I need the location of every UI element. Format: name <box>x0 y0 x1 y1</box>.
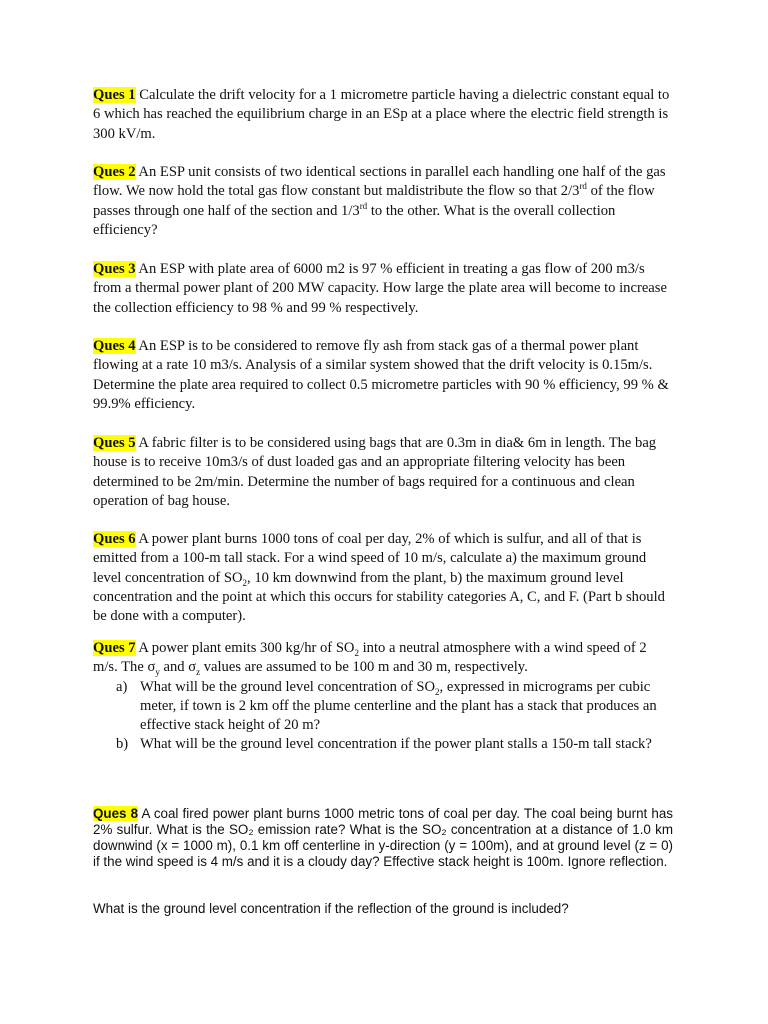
question-7-text-part-1: A power plant emits 300 kg/hr of SO <box>135 640 355 656</box>
question-4-tag: Ques 4 <box>93 338 136 354</box>
question-3-tag: Ques 3 <box>93 261 136 277</box>
question-3 <box>93 260 673 318</box>
question-5-text: A fabric filter is to be considered using bags that are 0.3m in dia& 6m in length. The bag house is to receive 10m3/s of dust loaded gas and an appropriate filtering velocity has been determined to be 2m/min. Determine the number of bags required for a continuous and clean operation of bag house. <box>93 435 657 509</box>
question-5-tag: Ques 5 <box>93 435 136 451</box>
subpart-marker: b) <box>116 736 129 753</box>
question-1-text: Calculate the drift velocity for a 1 micrometre particle having a dielectric constant equal to 6 which has reached the equilibrium charge in an ESp at a place where the electric field strength is 300 kV/m. <box>93 87 670 142</box>
question-1-tag: Ques 1 <box>93 87 136 103</box>
question-2-text-part-2: of the flow passes through one half of the section and 1/3 <box>93 183 655 219</box>
question-4 <box>93 337 673 414</box>
subpart-marker: a) <box>116 678 128 695</box>
question-7-subpart-b <box>93 735 673 754</box>
question-2-superscript-1: rd <box>579 181 587 192</box>
question-7-subscript-so2: 2 <box>354 647 359 658</box>
question-8-tag: Ques 8 <box>93 806 139 821</box>
question-7-subscript-y: y <box>155 667 160 678</box>
question-7-text-part-3: and σ <box>159 659 197 676</box>
question-7 <box>93 639 673 755</box>
question-7-subparts <box>93 678 673 755</box>
question-1 <box>93 86 673 144</box>
question-7-text-part-4: values are assumed to be 100 m and 30 m, respectively. <box>200 659 528 676</box>
question-7-subscript-z: z <box>196 667 201 678</box>
subpart-a-subscript: 2 <box>435 686 440 697</box>
question-2-tag: Ques 2 <box>93 164 136 180</box>
question-2-text-part-3: to the other. What is the overall collection efficiency? <box>93 202 616 238</box>
question-7-subpart-a <box>93 678 673 736</box>
subpart-a-text-part-2: , expressed in micrograms per cubic meter, if town is 2 km off the plume centerline and the plant has a stack that produces an effective stack height of 20 m? <box>140 678 657 734</box>
question-2 <box>93 163 673 240</box>
question-6-text-part-2: , 10 km downwind from the plant, b) the maximum ground level concentration and the point at which this occurs for stability categories A, C, and F. (Part b should be done with a computer). <box>93 569 665 625</box>
question-6-subscript: 2 <box>242 577 248 588</box>
question-8 <box>93 806 673 870</box>
question-4-text: An ESP is to be considered to remove fly ash from stack gas of a thermal power plant flowing at a rate 10 m3/s. Analysis of a similar system showed that the drift velocity is 0.15m/s. Determine the plate area required to collect 0.5 micrometre particles with 90 % efficiency, 99 % & 99.9% efficiency. <box>93 338 669 412</box>
question-6-text-part-1: A power plant burns 1000 tons of coal per day, 2% of which is sulfur, and all of that is emitted from a 100-m tall stack. For a wind speed of 10 m/s, calculate a) the maximum ground level concentration of SO <box>93 531 647 586</box>
question-6 <box>93 530 673 626</box>
question-2-text-part-1: An ESP unit consists of two identical sections in parallel each handling one half of the gas flow. We now hold the total gas flow constant but maldistribute the flow so that 2/3 <box>93 164 666 200</box>
question-8-text: A coal fired power plant burns 1000 metric tons of coal per day. The coal being burnt has 2% sulfur. What is the SO₂ emission rate? What is the SO₂ concentration at a distance of 1.0 km downwind (x = 1000 m), 0.1 km off centerline in y-direction (y = 100m), and at ground level (z = 0) if the wind speed is 4 m/s and it is a cloudy day? Effective stack height is 100m. Ignore reflection. <box>93 806 673 869</box>
question-6-tag: Ques 6 <box>93 531 136 547</box>
question-7-stem <box>93 639 673 678</box>
subpart-b-text: What will be the ground level concentration if the power plant stalls a 150-m tall stack? <box>140 736 652 753</box>
question-7-text-part-2: into a neutral atmosphere with a wind speed of 2 m/s. The σ <box>93 640 647 676</box>
question-7-tag: Ques 7 <box>93 640 136 656</box>
question-3-text: An ESP with plate area of 6000 m2 is 97 % efficient in treating a gas flow of 200 m3/s from a thermal power plant of 200 MW capacity. How large the plate area will become to increase the collection efficiency to 98 % and 99 % respectively. <box>93 261 667 316</box>
subpart-a-text-part-1: What will be the ground level concentration of SO <box>140 678 436 695</box>
question-8-followup: What is the ground level concentration if the reflection of the ground is included? <box>93 901 569 916</box>
question-2-superscript-2: rd <box>359 200 368 211</box>
question-5 <box>93 434 673 511</box>
